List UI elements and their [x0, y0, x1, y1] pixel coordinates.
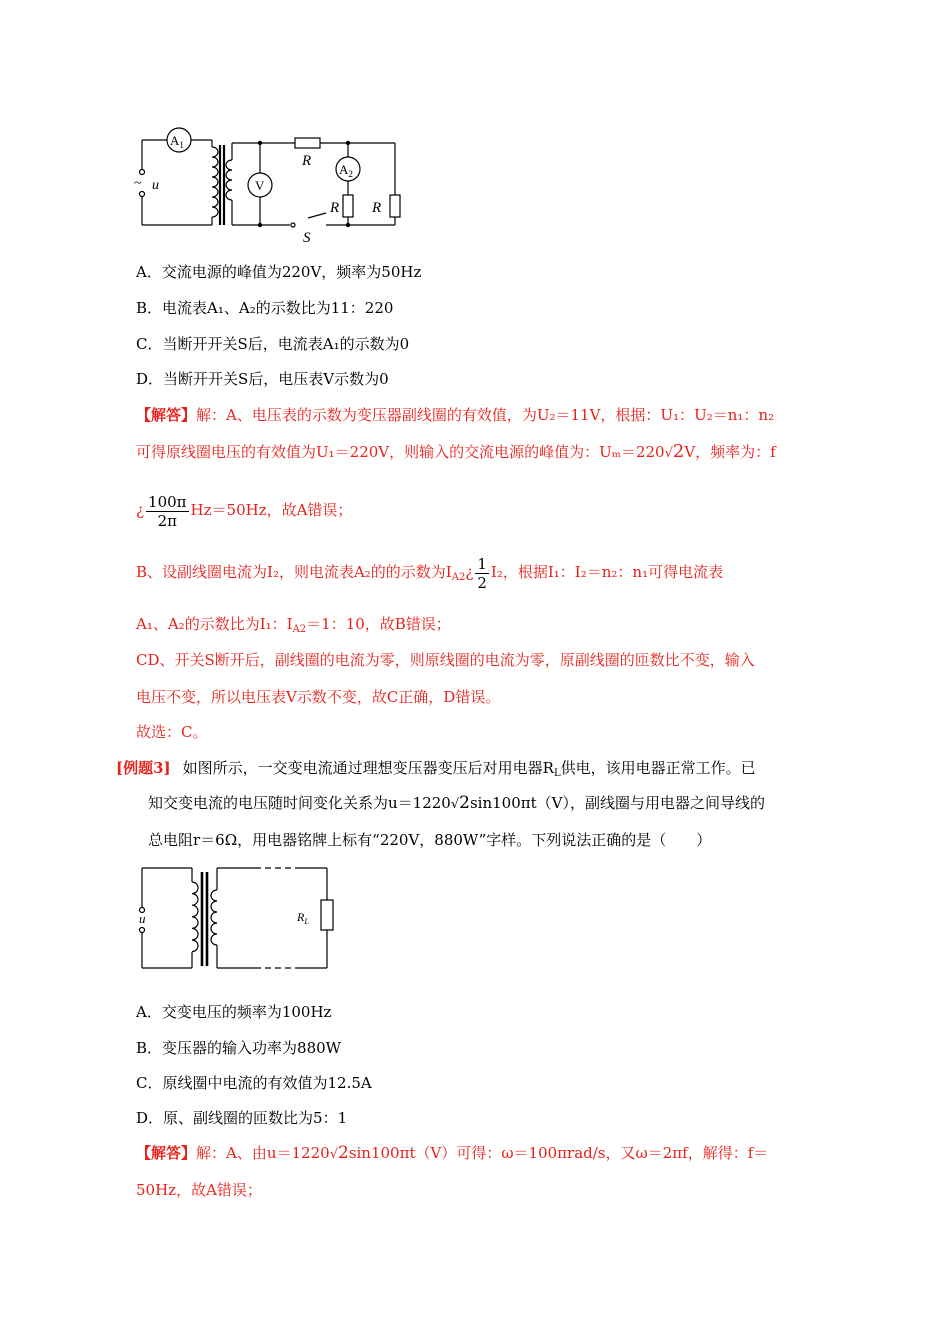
load-resistor-label: $R_L$	[297, 910, 309, 926]
source-voltage-label: u	[152, 178, 159, 193]
ammeter-a1-label: $A_1$	[170, 133, 184, 150]
q2-answer-line-2: 可得原线圈电压的有效值为U₁＝220V，则输入的交流电源的峰值为：Uₘ＝220√2V，频率为：f	[136, 441, 776, 462]
q2-option-d: D．当断开开关S后，电压表V示数为0	[136, 370, 389, 388]
voltmeter-label: V	[255, 178, 265, 193]
q3-answer-line-1: 【解答】解：A、由u＝1220√2sin100πt（V）可得：ω＝100πrad/s，又ω＝2πf，解得：f＝	[136, 1143, 769, 1163]
q3-stem-line-1: [例题3] 如图所示，一交变电流通过理想变压器变压后对用电器$R_L$供电，该用电器正常工作。已	[116, 759, 756, 779]
source-voltage-label-2: u	[139, 911, 146, 926]
q3-answer-line-2: 50Hz，故A错误；	[136, 1181, 262, 1199]
q3-option-c: C．原线圈中电流的有效值为12.5A	[136, 1074, 372, 1092]
q2-answer-line-5: A₁、A₂的示数比为I₁：$I_{A2}=1$：10，故B错误；	[136, 615, 451, 635]
q3-stem-line-3: 总电阻r＝6Ω，用电器铭牌上标有“220V，880W”字样。下列说法正确的是（ ）	[148, 831, 712, 849]
q2-answer-line-6: CD、开关S断开后，副线圈的电流为零，则原线圈的电流为零，原副线圈的匝数比不变，输入	[136, 651, 755, 669]
q2-option-b: B．电流表A₁、A₂的示数比为11：220	[136, 299, 394, 317]
resistor-middle-label: R	[330, 200, 340, 216]
example-tag: [例题3]	[116, 759, 171, 777]
switch-label: S	[303, 230, 311, 245]
circuit-diagram-2	[135, 860, 345, 975]
q3-option-a: A．交变电压的频率为100Hz	[136, 1003, 332, 1021]
answer-tag-2: 【解答】	[136, 1144, 197, 1162]
q2-answer-line-4: B、设副线圈电流为I₂，则电流表A₂的的示数为$I_{A2}¿$ $\frac{1}{2}$ I₂，根据I₁：I₂＝n₂：n₁可得电流表	[136, 554, 724, 592]
q3-option-b: B．变压器的输入功率为880W	[136, 1039, 342, 1057]
q3-option-d: D．原、副线圈的匝数比为5：1	[136, 1109, 348, 1127]
resistor-right-label: R	[372, 200, 382, 216]
q2-option-c: C．当断开开关S后，电流表A₁的示数为0	[136, 335, 410, 353]
q3-stem-line-2: 知交变电流的电压随时间变化关系为u＝1220√2sin100πt（V），副线圈与用电器之间导线的	[148, 793, 765, 813]
q2-option-a: A．交流电源的峰值为220V，频率为50Hz	[136, 263, 422, 281]
resistor-top-label: R	[302, 153, 312, 169]
circuit-diagram-1	[130, 125, 410, 245]
q2-answer-line-1: 【解答】解：A、电压表的示数为变压器副线圈的有效值，为U₂＝11V，根据：U₁：U₂＝n₁：n₂	[136, 406, 775, 424]
ammeter-a2-label: $A_2$	[339, 162, 353, 179]
q2-answer-line-3: ¿ $\frac{100\pi}{2\pi}$ Hz＝50Hz，故A错误；	[136, 492, 353, 530]
q2-answer-line-7: 电压不变，所以电压表V示数不变，故C正确，D错误。	[136, 688, 501, 706]
q2-answer-line-8: 故选：C。	[136, 723, 208, 741]
answer-tag: 【解答】	[136, 406, 197, 424]
ac-source-symbol: ~	[134, 176, 142, 191]
